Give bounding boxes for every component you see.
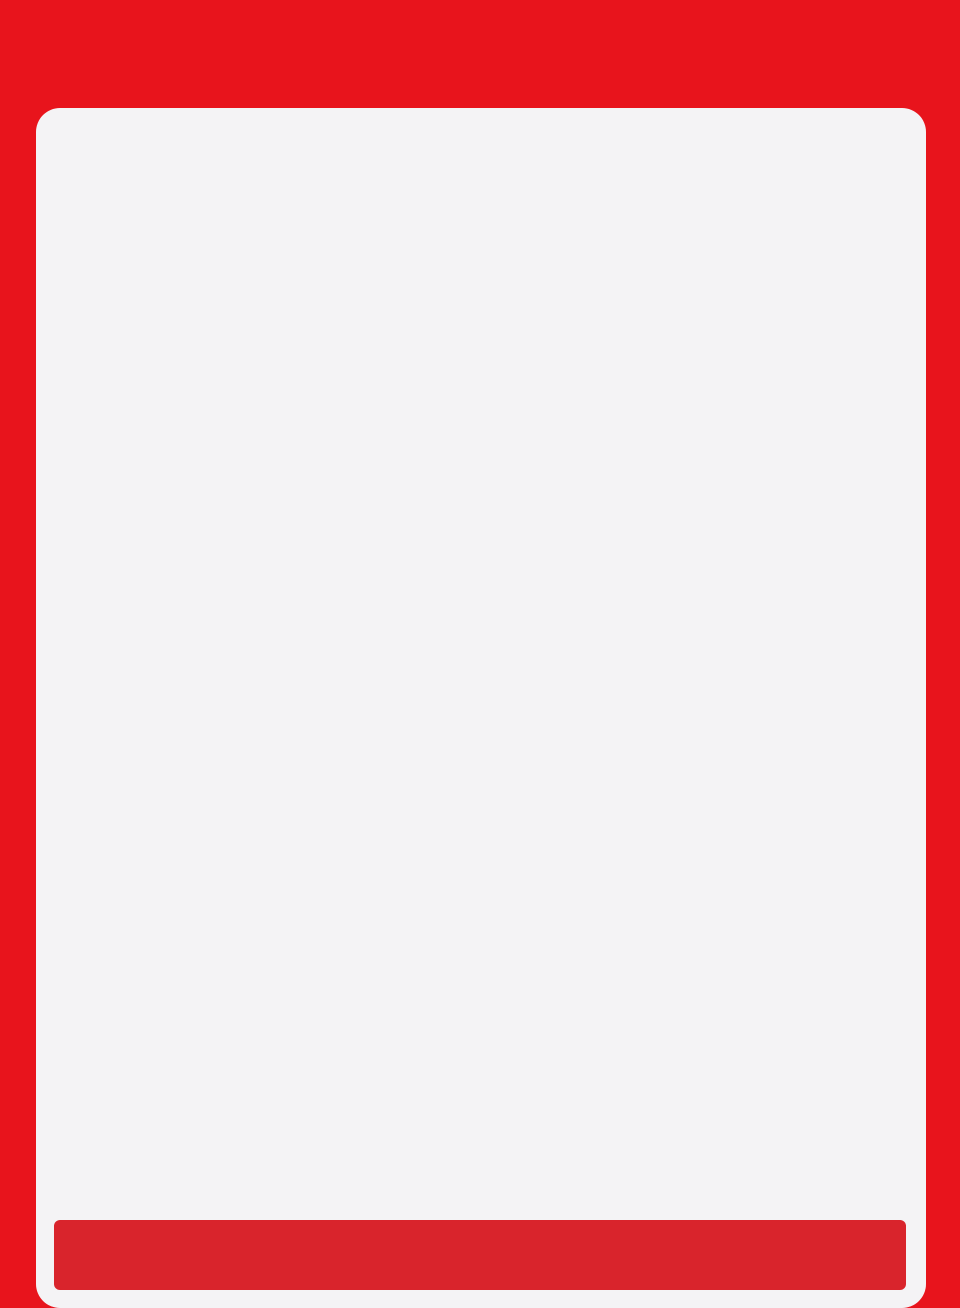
comparison-card (36, 108, 926, 1308)
footer-bar (54, 1220, 906, 1290)
